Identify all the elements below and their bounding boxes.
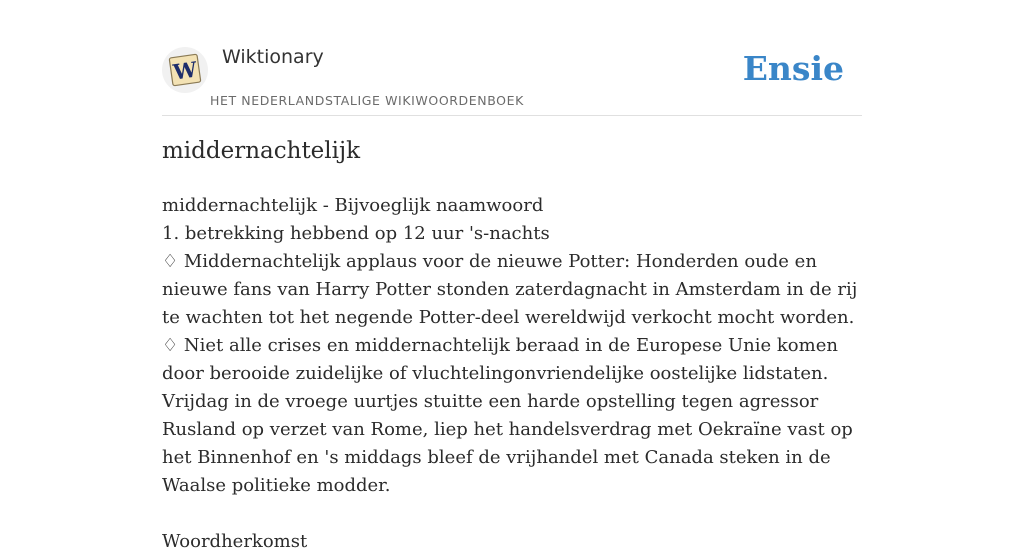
definition-heading: middernachtelijk - Bijvoeglijk naamwoord (162, 195, 544, 216)
wiktionary-tile-icon (167, 52, 203, 88)
page-title: middernachtelijk (162, 138, 361, 164)
definition-item: 1. betrekking hebbend op 12 uur 's-nachts (162, 223, 550, 244)
entry-content (162, 192, 862, 556)
wiktionary-logo-icon[interactable] (162, 47, 208, 93)
ensie-brand-link[interactable]: Ensie (742, 49, 844, 88)
etymology-heading: Woordherkomst (162, 531, 308, 552)
example-sentence: ♢ Niet alle crises en middernachtelijk beraad in de Europese Unie komen door berooide zuidelijke of vluchtelingonvriendelijke oostelijke lidstaten. Vrijdag in de vroege uurtjes stuitte een harde opstelling tegen agressor Rusland op verzet van Rome, liep het handelsverdrag met Oekraïne vast op het Binnenhof en 's middags bleef de vrijhandel met Canada steken in de Waalse politieke modder. (162, 335, 853, 496)
site-name[interactable]: Wiktionary (222, 46, 324, 68)
svg-text:W: W (171, 56, 199, 85)
site-header (162, 0, 862, 116)
example-sentence: ♢ Middernachtelijk applaus voor de nieuwe Potter: Honderden oude en nieuwe fans van Harry Potter stonden zaterdagnacht in Amsterdam in de rij te wachten tot het negende Potter-deel wereldwijd verkocht mocht worden. (162, 251, 858, 328)
site-tagline: HET NEDERLANDSTALIGE WIKIWOORDENBOEK (210, 93, 524, 108)
